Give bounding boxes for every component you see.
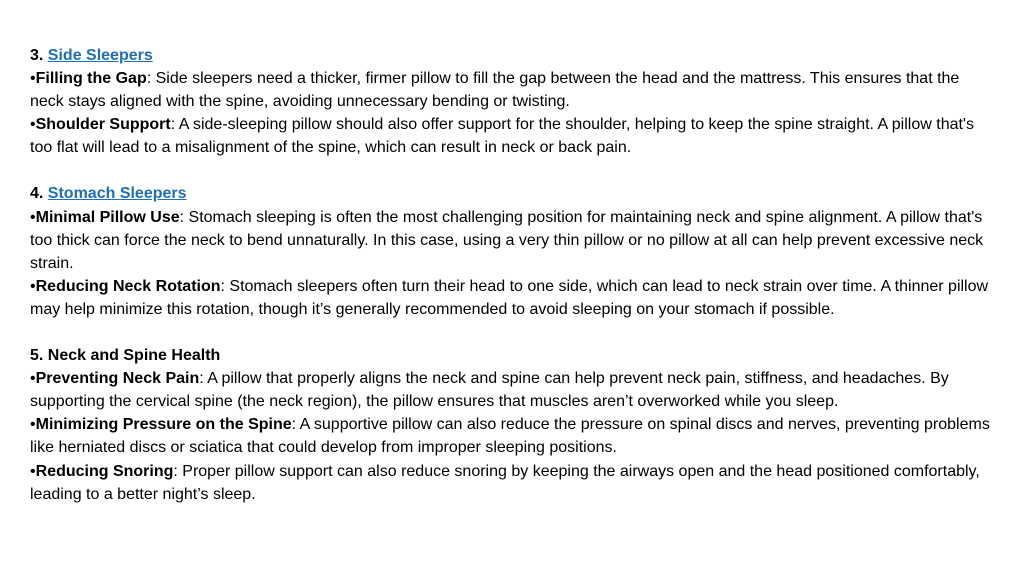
section-heading <box>30 344 990 367</box>
bullet-term: Shoulder Support <box>35 116 171 134</box>
bullet-marker: • <box>30 462 36 480</box>
section-number: 4. <box>30 185 44 203</box>
section-neck-spine-health <box>30 344 990 506</box>
bullet-item <box>30 67 990 113</box>
bullet-marker: • <box>30 208 36 226</box>
bullet-term: Preventing Neck Pain <box>35 370 200 388</box>
bullet-term: Filling the Gap <box>35 70 147 88</box>
bullet-text: : A pillow that properly aligns the neck and spine can help prevent neck pain, stiffness, and headaches. By supporting the cervical spine (the neck region), the pillow ensures that muscles aren’t overworked while you sleep. <box>30 370 949 411</box>
side-sleepers-link[interactable]: Side Sleepers <box>47 47 153 64</box>
stomach-sleepers-link[interactable]: Stomach Sleepers <box>47 185 187 203</box>
bullet-term: Minimal Pillow Use <box>35 208 180 226</box>
bullet-item <box>30 206 990 275</box>
bullet-text: : Stomach sleepers often turn their head to one side, which can lead to neck strain over time. A thinner pillow may help minimize this rotation, though it’s generally recommended to avoid sleeping on your stomach if possible. <box>30 277 989 318</box>
bullet-item <box>30 113 990 159</box>
section-number: 5. <box>30 347 44 365</box>
bullet-marker: • <box>30 70 36 88</box>
bullet-item <box>30 367 990 413</box>
bullet-text: : Side sleepers need a thicker, firmer pillow to fill the gap between the head and the mattress. This ensures that the neck stays aligned with the spine, avoiding unnecessary bending or twisting. <box>30 70 960 111</box>
section-number: 3. <box>30 47 44 64</box>
bullet-item <box>30 413 990 459</box>
bullet-term: Reducing Neck Rotation <box>35 277 221 295</box>
bullet-term: Minimizing Pressure on the Spine <box>35 416 292 434</box>
section-stomach-sleepers <box>30 182 990 321</box>
slide-content <box>30 44 990 506</box>
section-heading <box>30 182 990 205</box>
bullet-item <box>30 460 990 506</box>
bullet-marker: • <box>30 277 36 295</box>
bullet-marker: • <box>30 370 36 388</box>
section-side-sleepers <box>30 44 990 159</box>
bullet-marker: • <box>30 116 36 134</box>
bullet-text: : A side-sleeping pillow should also offer support for the shoulder, helping to keep the spine straight. A pillow that's too flat will lead to a misalignment of the spine, which can result in neck or back pain. <box>30 116 974 157</box>
section-heading <box>30 44 990 67</box>
section-title: Neck and Spine Health <box>47 347 221 365</box>
bullet-marker: • <box>30 416 36 434</box>
bullet-text: : Stomach sleeping is often the most challenging position for maintaining neck and spine alignment. A pillow that's too thick can force the neck to bend unnaturally. In this case, using a very thin pillow or no pillow at all can help prevent excessive neck strain. <box>30 208 984 272</box>
bullet-text: : A supportive pillow can also reduce the pressure on spinal discs and nerves, preventing problems like herniated discs or sciatica that could develop from improper sleeping positions. <box>30 416 990 457</box>
bullet-text: : Proper pillow support can also reduce snoring by keeping the airways open and the head positioned comfortably, leading to a better night’s sleep. <box>30 462 980 503</box>
bullet-term: Reducing Snoring <box>35 462 174 480</box>
bullet-item <box>30 275 990 321</box>
